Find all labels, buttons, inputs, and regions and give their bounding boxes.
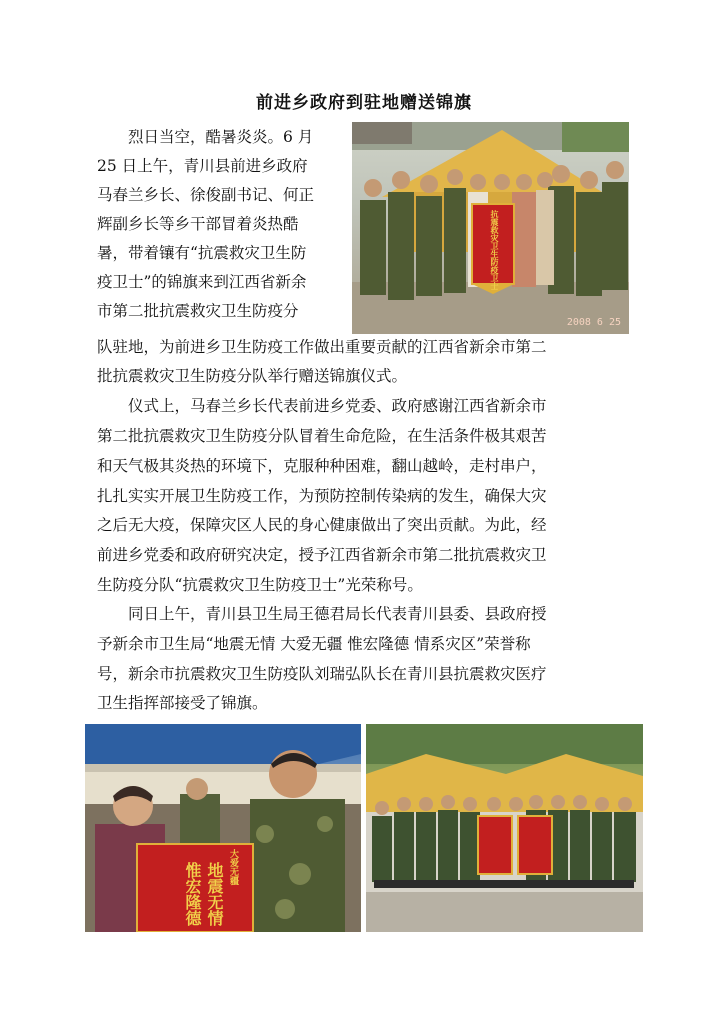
- paragraph-line: 马春兰乡长、徐俊副书记、何正: [97, 186, 315, 204]
- paragraph-line: 前进乡党委和政府研究决定，授予江西省新余市第二批抗震救灾卫: [97, 546, 547, 564]
- banner-text: 地震无情: [205, 862, 224, 926]
- paragraph-line: 市第二批抗震救灾卫生防疫分: [97, 302, 299, 320]
- paragraph-line: 号，新余市抗震救灾卫生防疫队刘瑞弘队长在青川县抗震救灾医疗: [97, 665, 547, 683]
- paragraph-line: 和天气极其炎热的环境下，克服种种困难，翻山越岭，走村串户，: [97, 457, 547, 475]
- article-title: 前进乡政府到驻地赠送锦旗: [256, 93, 472, 113]
- paragraph-line: 暑，带着镶有“抗震救灾卫生防: [97, 244, 307, 262]
- paragraph-line: 辉副乡长等乡干部冒着炎热酷: [97, 215, 299, 233]
- paragraph-line: 仪式上，马春兰乡长代表前进乡党委、政府感谢江西省新余市: [97, 397, 547, 415]
- paragraph-line: 疫卫士”的锦旗来到江西省新余: [97, 273, 307, 291]
- paragraph-line: 25 日上午，青川县前进乡政府: [97, 157, 308, 175]
- paragraph-line: 烈日当空，酷暑炎炎。6 月: [97, 128, 314, 146]
- banner-handover-photo: [85, 724, 361, 932]
- paragraph-line: 同日上午，青川县卫生局王德君局长代表青川县委、县政府授: [97, 605, 547, 623]
- paragraph-line: 予新余市卫生局“地震无情 大爱无疆 惟宏隆德 情系灾区”荣誉称: [97, 635, 531, 653]
- banner-text: 抗震救灾卫生防疫卫士: [490, 210, 499, 290]
- group-two-banners-scene: [366, 724, 643, 932]
- paragraph-line: 生防疫分队“抗震救灾卫生防疫卫士”光荣称号。: [97, 576, 423, 594]
- paragraph-line: 扎扎实实开展卫生防疫工作，为预防控制传染病的发生，确保大灾: [97, 487, 547, 505]
- paragraph-line: 之后无大疫，保障灾区人民的身心健康做出了突出贡献。为此，经: [97, 516, 547, 534]
- group-photo-two-banners: [366, 724, 643, 932]
- paragraph-line: 卫生指挥部接受了锦旗。: [97, 694, 268, 712]
- photo-date-stamp: 2008 6 25: [566, 317, 621, 328]
- paragraph-line: 第二批抗震救灾卫生防疫分队冒着生命危险，在生活条件极其艰苦: [97, 427, 547, 445]
- banner-text: 大爱无疆: [228, 849, 238, 885]
- paragraph-line: 队驻地，为前进乡卫生防疫工作做出重要贡献的江西省新余市第二: [97, 338, 547, 356]
- banner-text: 惟宏隆德: [183, 862, 202, 926]
- paragraph-line: 批抗震救灾卫生防疫分队举行赠送锦旗仪式。: [97, 367, 408, 385]
- group-photo-banner: [352, 122, 629, 334]
